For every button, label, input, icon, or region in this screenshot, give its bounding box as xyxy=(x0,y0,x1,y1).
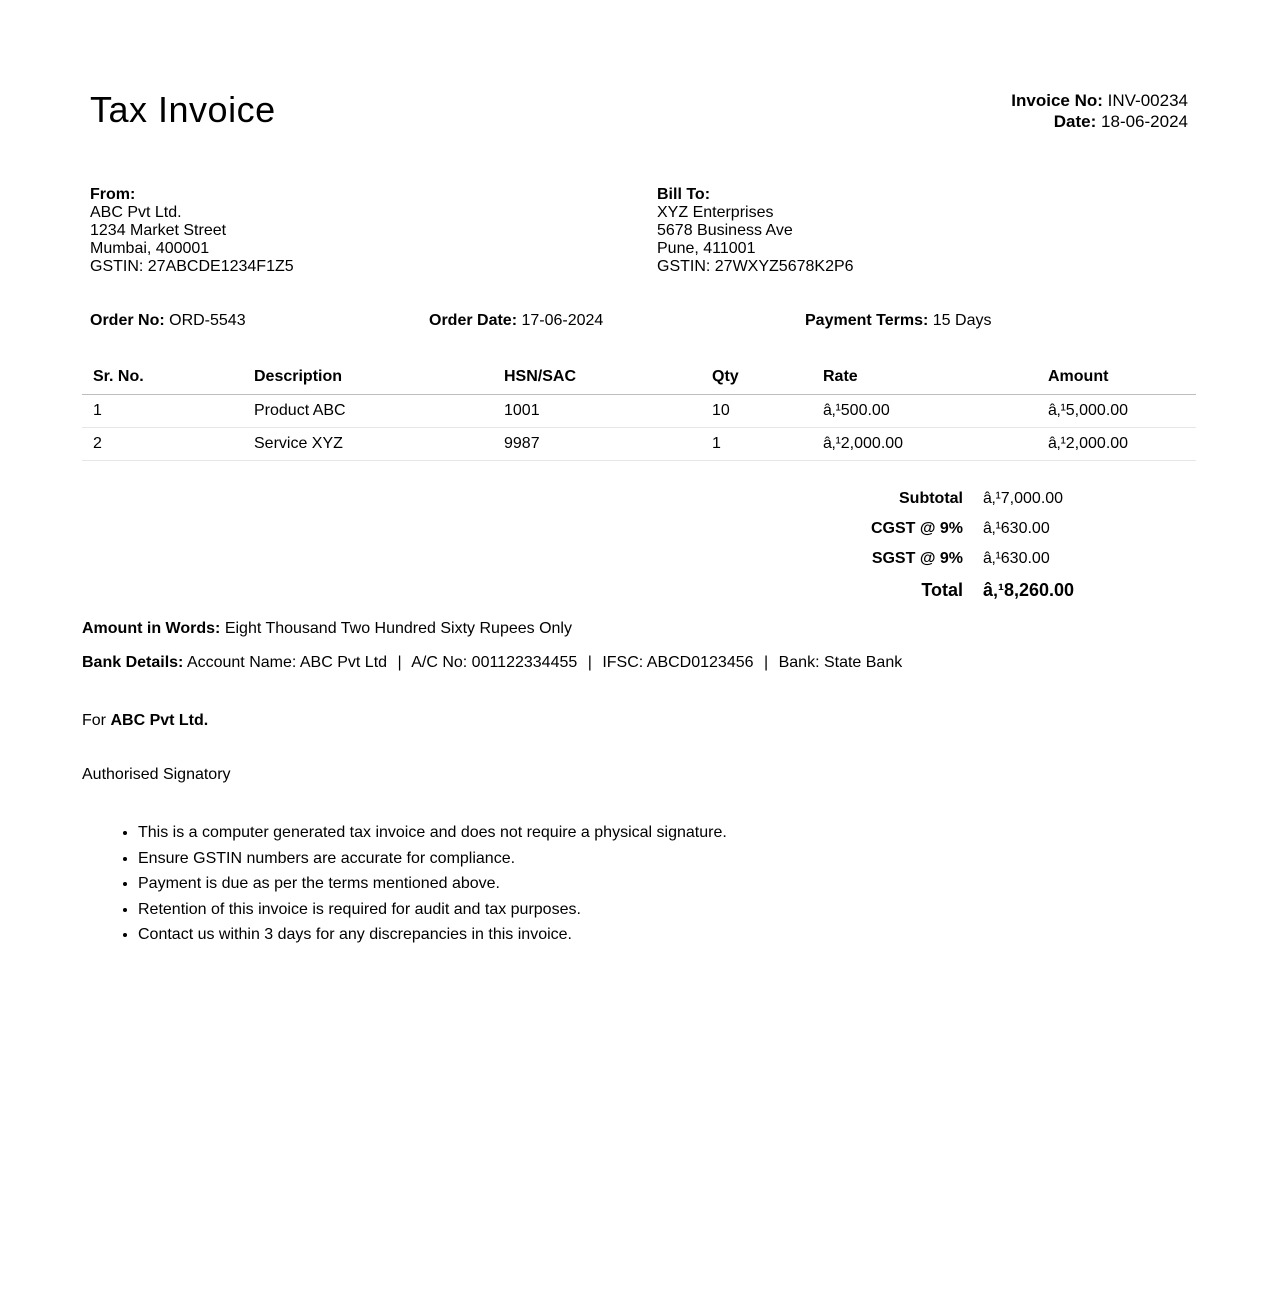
from-label: From: xyxy=(90,186,136,203)
cgst-value: â‚¹630.00 xyxy=(983,520,1050,537)
order-number-value: ORD-5543 xyxy=(169,312,246,329)
bank-details-label: Bank Details: xyxy=(82,654,184,671)
order-date-label: Order Date: xyxy=(429,312,518,329)
cell-qty: 10 xyxy=(701,395,812,428)
invoice-date-row xyxy=(1011,111,1188,132)
items-table xyxy=(82,360,1196,461)
for-company-name: ABC Pvt Ltd. xyxy=(110,712,209,729)
for-prefix: For xyxy=(82,712,106,729)
from-city: Mumbai, 400001 xyxy=(90,240,210,257)
subtotal-row xyxy=(700,484,1120,514)
payment-terms xyxy=(805,312,991,330)
from-name: ABC Pvt Ltd. xyxy=(90,204,182,221)
list-item: • This is a computer generated tax invoice and does not require a physical signature. xyxy=(138,820,727,846)
bill-to-block xyxy=(657,186,854,276)
column-header-description: Description xyxy=(243,360,493,395)
amount-in-words-value: Eight Thousand Two Hundred Sixty Rupees Only xyxy=(224,620,572,637)
notes-list xyxy=(82,820,727,948)
list-item: • Retention of this invoice is required for audit and tax purposes. xyxy=(138,897,727,923)
cell-hsn-sac: 9987 xyxy=(493,428,701,461)
cell-rate: â‚¹500.00 xyxy=(812,395,1037,428)
amount-in-words xyxy=(82,620,572,638)
cgst-label: CGST @ 9% xyxy=(870,520,963,537)
cell-sr-no: 1 xyxy=(82,395,243,428)
payment-terms-value: 15 Days xyxy=(932,312,992,329)
bank-details xyxy=(82,654,902,672)
cell-description: Product ABC xyxy=(243,395,493,428)
subtotal-value: â‚¹7,000.00 xyxy=(983,490,1064,507)
column-header-rate: Rate xyxy=(812,360,1037,395)
invoice-date: 18-06-2024 xyxy=(1101,112,1188,131)
total-label: Total xyxy=(921,580,963,600)
bill-to-label: Bill To: xyxy=(657,186,711,203)
total-row xyxy=(700,574,1120,607)
amount-in-words-label: Amount in Words: xyxy=(82,620,221,637)
invoice-meta xyxy=(1011,90,1188,132)
order-number-label: Order No: xyxy=(90,312,165,329)
order-date-value: 17-06-2024 xyxy=(521,312,604,329)
cell-qty: 1 xyxy=(701,428,812,461)
column-header-hsn-sac: HSN/SAC xyxy=(493,360,701,395)
bank-name: Bank: State Bank xyxy=(778,654,903,671)
subtotal-label: Subtotal xyxy=(899,490,963,507)
from-gstin: GSTIN: 27ABCDE1234F1Z5 xyxy=(90,258,294,275)
order-date xyxy=(429,312,603,330)
sgst-value: â‚¹630.00 xyxy=(983,550,1050,567)
bank-ifsc: IFSC: ABCD0123456 xyxy=(602,654,754,671)
cell-sr-no: 2 xyxy=(82,428,243,461)
column-header-amount: Amount xyxy=(1037,360,1196,395)
bill-to-name: XYZ Enterprises xyxy=(657,204,774,221)
payment-terms-label: Payment Terms: xyxy=(805,312,929,329)
for-company-line xyxy=(82,712,208,730)
list-item: • Ensure GSTIN numbers are accurate for compliance. xyxy=(138,846,727,872)
bill-to-gstin: GSTIN: 27WXYZ5678K2P6 xyxy=(657,258,854,275)
order-number xyxy=(90,312,246,330)
cell-description: Service XYZ xyxy=(243,428,493,461)
bank-account-number: A/C No: 001122334455 xyxy=(411,654,578,671)
invoice-number-row xyxy=(1011,90,1188,111)
bill-to-street: 5678 Business Ave xyxy=(657,222,793,239)
bill-to-city: Pune, 411001 xyxy=(657,240,756,257)
bank-account-name: Account Name: ABC Pvt Ltd xyxy=(186,654,388,671)
sgst-label: SGST @ 9% xyxy=(871,550,963,567)
cell-hsn-sac: 1001 xyxy=(493,395,701,428)
cell-amount: â‚¹2,000.00 xyxy=(1037,428,1196,461)
from-street: 1234 Market Street xyxy=(90,222,227,239)
sgst-row xyxy=(700,544,1120,574)
list-item: • Payment is due as per the terms mentioned above. xyxy=(138,871,727,897)
list-item: • Contact us within 3 days for any discrepancies in this invoice. xyxy=(138,922,727,948)
items-table-header xyxy=(82,360,1196,395)
authorised-signatory: Authorised Signatory xyxy=(82,766,231,783)
cell-rate: â‚¹2,000.00 xyxy=(812,428,1037,461)
invoice-number: INV-00234 xyxy=(1107,91,1188,110)
bank-separator: | xyxy=(763,654,769,671)
table-row xyxy=(82,428,1196,461)
column-header-qty: Qty xyxy=(701,360,812,395)
column-header-sr-no: Sr. No. xyxy=(82,360,243,395)
bank-separator: | xyxy=(397,654,402,671)
cell-amount: â‚¹5,000.00 xyxy=(1037,395,1196,428)
total-value: â‚¹8,260.00 xyxy=(983,580,1075,600)
totals-table xyxy=(700,484,1120,607)
cgst-row xyxy=(700,514,1120,544)
page-title: Tax Invoice xyxy=(90,89,276,130)
invoice-number-label: Invoice No: xyxy=(1011,91,1103,110)
bank-separator: | xyxy=(587,654,592,671)
from-block xyxy=(90,186,294,276)
table-row xyxy=(82,395,1196,428)
invoice-date-label: Date: xyxy=(1053,112,1097,131)
